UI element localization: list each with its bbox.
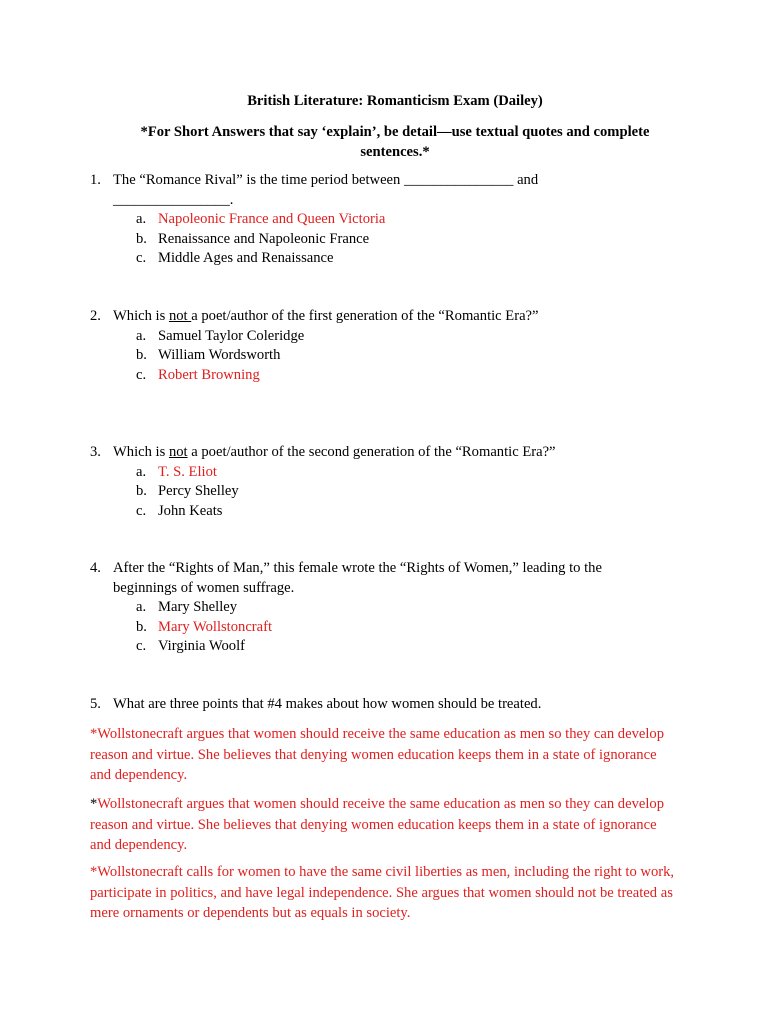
option-c — [136, 249, 650, 269]
option-text: Virginia Woolf — [158, 638, 245, 654]
option-c — [136, 366, 650, 386]
option-c — [136, 502, 650, 522]
question-2 — [90, 307, 650, 385]
option-letter: a. — [136, 211, 147, 227]
option-text: Mary Shelley — [158, 599, 238, 615]
option-b — [136, 482, 650, 502]
option-a — [136, 327, 650, 347]
stem-text: Which is — [113, 308, 169, 324]
option-text: Robert Browning — [158, 366, 260, 383]
option-a — [136, 210, 650, 230]
option-text: Napoleonic France and Queen Victoria — [158, 211, 386, 227]
stem-emphasis: not — [168, 444, 188, 460]
option-b — [136, 618, 650, 638]
question-number: 1. — [90, 172, 101, 188]
question-stem: What are three points that #4 makes about how women should be treated. — [113, 696, 542, 712]
answer-star: * — [90, 726, 98, 742]
options-list — [90, 598, 650, 657]
answer-text: Wollstonecraft calls for women to have the same civil liberties as men, including the right to work, participate in politics, and have legal independence. She argues that women should not be treated as mere ornaments or dependents but as equals in society. — [90, 864, 675, 921]
answer-text: Wollstonecraft argues that women should receive the same education as men so they can develop reason and virtue. She believes that denying women education keeps them in a state of ignorance and dependency. — [90, 796, 665, 853]
option-text: Middle Ages and Renaissance — [158, 250, 334, 266]
stem-emphasis: not — [168, 308, 192, 324]
option-text: Mary Wollstoncraft — [158, 618, 273, 635]
question-1 — [90, 171, 650, 269]
option-letter: a. — [136, 599, 147, 615]
option-a — [136, 598, 650, 618]
answer-star: * — [90, 796, 98, 812]
option-a — [136, 463, 650, 483]
option-letter: c. — [136, 638, 147, 654]
answer-paragraph-2 — [90, 794, 680, 856]
option-text: Percy Shelley — [158, 483, 239, 499]
option-b — [136, 346, 650, 366]
option-b — [136, 230, 650, 250]
option-letter: b. — [136, 230, 147, 247]
answer-star: * — [90, 864, 98, 880]
question-number: 2. — [90, 308, 101, 324]
options-list — [90, 463, 650, 522]
stem-text: a poet/author of the first generation of the “Romantic Era?” — [191, 308, 539, 324]
option-letter: b. — [136, 483, 147, 499]
stem-text: a poet/author of the second generation of the “Romantic Era?” — [187, 444, 556, 460]
question-3 — [90, 443, 650, 521]
option-text: John Keats — [158, 502, 223, 519]
option-letter: b. — [136, 347, 147, 363]
question-4 — [90, 559, 650, 657]
question-number: 4. — [90, 560, 101, 576]
option-letter: c. — [136, 250, 147, 266]
answer-paragraph-3 — [90, 862, 680, 924]
question-stem — [113, 307, 650, 327]
option-text: T. S. Eliot — [158, 463, 217, 480]
question-5 — [90, 695, 650, 715]
question-stem: After the “Rights of Man,” this female wrote the “Rights of Women,” leading to the beginnings of women suffrage. — [113, 560, 602, 596]
option-letter: b. — [136, 618, 147, 635]
option-text: Renaissance and Napoleonic France — [158, 230, 370, 247]
option-text: Samuel Taylor Coleridge — [158, 327, 305, 344]
option-letter: c. — [136, 366, 147, 383]
option-letter: a. — [136, 463, 147, 480]
exam-instructions: *For Short Answers that say ‘explain’, be detail—use textual quotes and complete sentences.* — [140, 124, 650, 160]
question-number: 5. — [90, 696, 101, 712]
question-stem — [113, 443, 650, 463]
answer-text: Wollstonecraft argues that women should receive the same education as men so they can develop reason and virtue. She believes that denying women education keeps them in a state of ignorance and dependency. — [90, 726, 665, 783]
question-stem: The “Romance Rival” is the time period between _______________ and ________________. — [113, 172, 539, 208]
exam-title: British Literature: Romanticism Exam (Dailey) — [247, 93, 543, 109]
question-number: 3. — [90, 444, 101, 460]
answer-paragraph-1 — [90, 724, 680, 786]
option-text: William Wordsworth — [158, 347, 281, 363]
option-letter: a. — [136, 327, 147, 344]
stem-text: Which is — [113, 444, 169, 460]
option-letter: c. — [136, 502, 147, 519]
options-list — [90, 327, 650, 386]
options-list — [90, 210, 650, 269]
option-c — [136, 637, 650, 657]
